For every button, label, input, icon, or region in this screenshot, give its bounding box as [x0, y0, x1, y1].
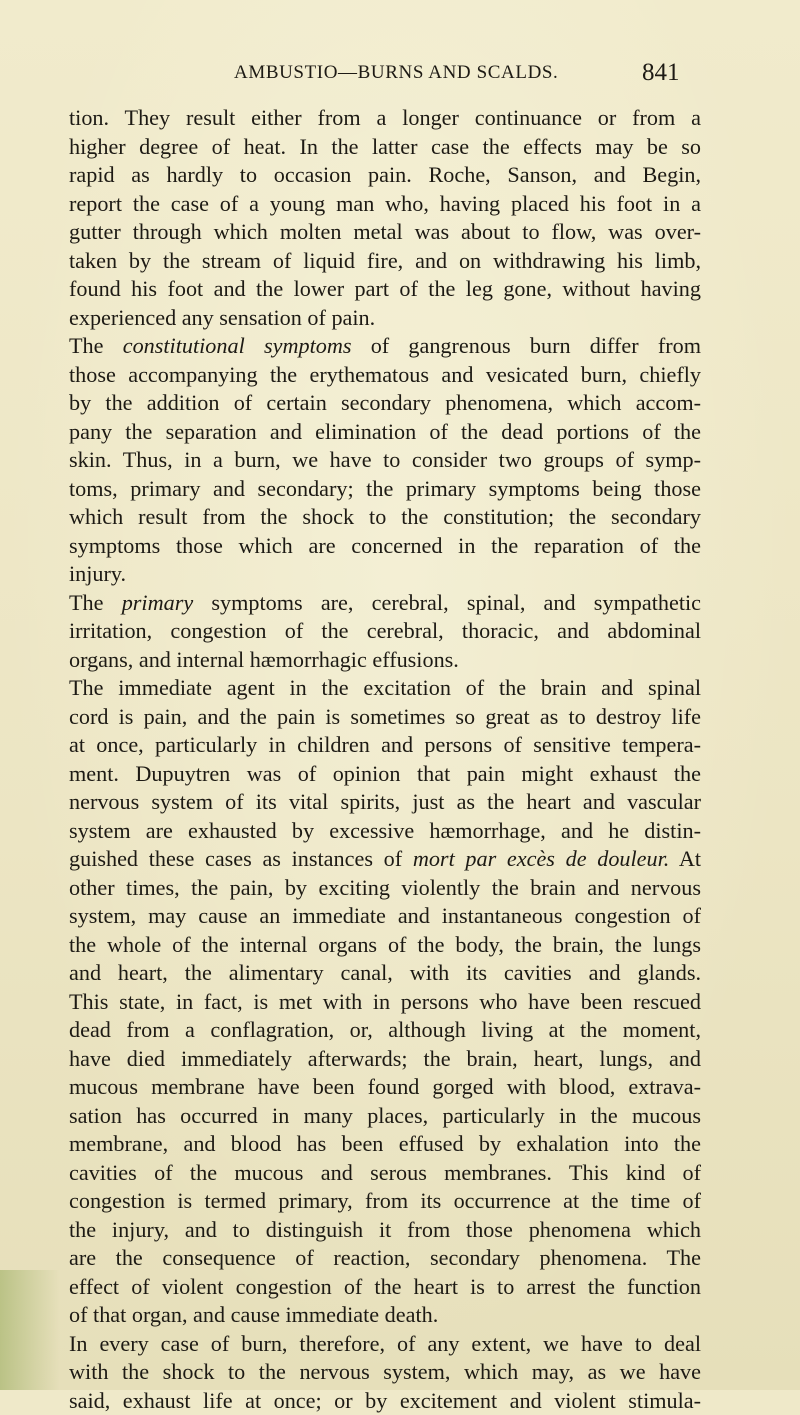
text-line	[69, 560, 701, 589]
text-line	[69, 674, 701, 703]
text-segment: system, may cause an immediate and instantaneous congestion of	[69, 903, 701, 928]
text-line	[69, 418, 701, 447]
page-number: 841	[642, 59, 680, 87]
text-segment: In every case of burn, therefore, of any extent, we have to deal	[69, 1331, 701, 1356]
text-segment: mucous membrane have been found gorged with blood, extrava-	[69, 1074, 701, 1099]
text-line	[69, 532, 701, 561]
text-line	[69, 332, 701, 361]
text-segment: congestion is termed primary, from its occurrence at the time of	[69, 1188, 701, 1213]
text-segment: higher degree of heat. In the latter case the effects may be so	[69, 134, 701, 159]
page-header	[0, 62, 800, 88]
text-line	[69, 1187, 701, 1216]
text-line	[69, 1130, 701, 1159]
text-segment: system are exhausted by excessive hæmorrhage, and he distin-	[69, 818, 701, 843]
text-segment: gutter through which molten metal was about to flow, was over-	[69, 219, 701, 244]
text-segment: of gangrenous burn differ from	[351, 333, 701, 358]
text-line	[69, 646, 701, 675]
text-line	[69, 1244, 701, 1273]
italic-phrase: primary	[122, 590, 194, 615]
text-segment: ment. Dupuytren was of opinion that pain might exhaust the	[69, 761, 701, 786]
text-segment: sation has occurred in many places, particularly in the mucous	[69, 1103, 701, 1128]
running-head: AMBUSTIO—BURNS AND SCALDS.	[234, 62, 558, 84]
text-segment: At	[669, 846, 701, 871]
text-line	[69, 817, 701, 846]
text-segment: effect of violent congestion of the heart is to arrest the function	[69, 1274, 701, 1299]
text-line	[69, 304, 701, 333]
text-segment: cavities of the mucous and serous membranes. This kind of	[69, 1160, 701, 1185]
text-segment: membrane, and blood has been effused by exhalation into the	[69, 1131, 701, 1156]
text-line	[69, 389, 701, 418]
text-line	[69, 218, 701, 247]
text-line	[69, 133, 701, 162]
text-segment: have died immediately afterwards; the brain, heart, lungs, and	[69, 1046, 701, 1071]
text-line	[69, 1273, 701, 1302]
text-line	[69, 788, 701, 817]
text-line	[69, 1102, 701, 1131]
text-line	[69, 1358, 701, 1387]
text-line	[69, 1387, 701, 1415]
text-segment: injury.	[69, 561, 126, 586]
text-segment: cord is pain, and the pain is sometimes so great as to destroy life	[69, 704, 701, 729]
text-segment: symptoms are, cerebral, spinal, and sympathetic	[193, 590, 701, 615]
text-line	[69, 503, 701, 532]
text-line	[69, 1016, 701, 1045]
text-line	[69, 190, 701, 219]
text-segment: other times, the pain, by exciting violently the brain and nervous	[69, 875, 701, 900]
text-line	[69, 760, 701, 789]
text-line	[69, 959, 701, 988]
text-line	[69, 1073, 701, 1102]
text-segment: The	[69, 333, 123, 358]
text-segment: and heart, the alimentary canal, with its cavities and glands.	[69, 960, 701, 985]
text-line	[69, 275, 701, 304]
text-segment: taken by the stream of liquid fire, and on withdrawing his limb,	[69, 248, 701, 273]
text-line	[69, 104, 701, 133]
text-line	[69, 161, 701, 190]
text-segment: at once, particularly in children and persons of sensitive tempera-	[69, 732, 701, 757]
text-segment: the injury, and to distinguish it from those phenomena which	[69, 1217, 701, 1242]
text-line	[69, 874, 701, 903]
text-segment: with the shock to the nervous system, which may, as we have	[69, 1359, 701, 1384]
text-segment: irritation, congestion of the cerebral, thoracic, and abdominal	[69, 618, 701, 643]
text-line	[69, 1330, 701, 1359]
text-segment: are the consequence of reaction, secondary phenomena. The	[69, 1245, 701, 1270]
text-line	[69, 1301, 701, 1330]
text-line	[69, 1045, 701, 1074]
text-segment: of that organ, and cause immediate death.	[69, 1302, 438, 1327]
text-segment: the whole of the internal organs of the body, the brain, the lungs	[69, 932, 701, 957]
text-line	[69, 845, 701, 874]
text-segment: toms, primary and secondary; the primary symptoms being those	[69, 476, 701, 501]
text-line	[69, 589, 701, 618]
text-segment: found his foot and the lower part of the leg gone, without having	[69, 276, 701, 301]
text-line	[69, 931, 701, 960]
text-segment: rapid as hardly to occasion pain. Roche, Sanson, and Begin,	[69, 162, 701, 187]
text-line	[69, 446, 701, 475]
text-segment: those accompanying the erythematous and vesicated burn, chiefly	[69, 362, 701, 387]
text-line	[69, 247, 701, 276]
text-segment: This state, in fact, is met with in persons who have been rescued	[69, 989, 701, 1014]
text-line	[69, 1159, 701, 1188]
text-line	[69, 1216, 701, 1245]
text-line	[69, 361, 701, 390]
text-segment: by the addition of certain secondary phenomena, which accom-	[69, 390, 701, 415]
text-line	[69, 703, 701, 732]
text-segment: tion. They result either from a longer continuance or from a	[69, 105, 701, 130]
text-segment: pany the separation and elimination of the dead portions of the	[69, 419, 701, 444]
text-segment: The immediate agent in the excitation of the brain and spinal	[69, 675, 701, 700]
text-segment: which result from the shock to the constitution; the secondary	[69, 504, 701, 529]
body-text	[69, 104, 701, 1415]
text-segment: skin. Thus, in a burn, we have to consider two groups of symp-	[69, 447, 701, 472]
italic-phrase: mort par excès de douleur.	[413, 846, 670, 871]
text-segment: report the case of a young man who, having placed his foot in a	[69, 191, 701, 216]
italic-phrase: constitutional symptoms	[123, 333, 352, 358]
text-segment: nervous system of its vital spirits, just as the heart and vascular	[69, 789, 701, 814]
text-segment: The	[69, 590, 122, 615]
text-segment: dead from a conflagration, or, although living at the moment,	[69, 1017, 701, 1042]
text-line	[69, 902, 701, 931]
paper-stain	[0, 1270, 60, 1390]
text-segment: experienced any sensation of pain.	[69, 305, 375, 330]
text-line	[69, 617, 701, 646]
text-line	[69, 475, 701, 504]
text-segment: organs, and internal hæmorrhagic effusions.	[69, 647, 459, 672]
text-segment: guished these cases as instances of	[69, 846, 413, 871]
text-line	[69, 731, 701, 760]
text-segment: said, exhaust life at once; or by excitement and violent stimula-	[69, 1388, 701, 1413]
text-segment: symptoms those which are concerned in the reparation of the	[69, 533, 701, 558]
text-line	[69, 988, 701, 1017]
